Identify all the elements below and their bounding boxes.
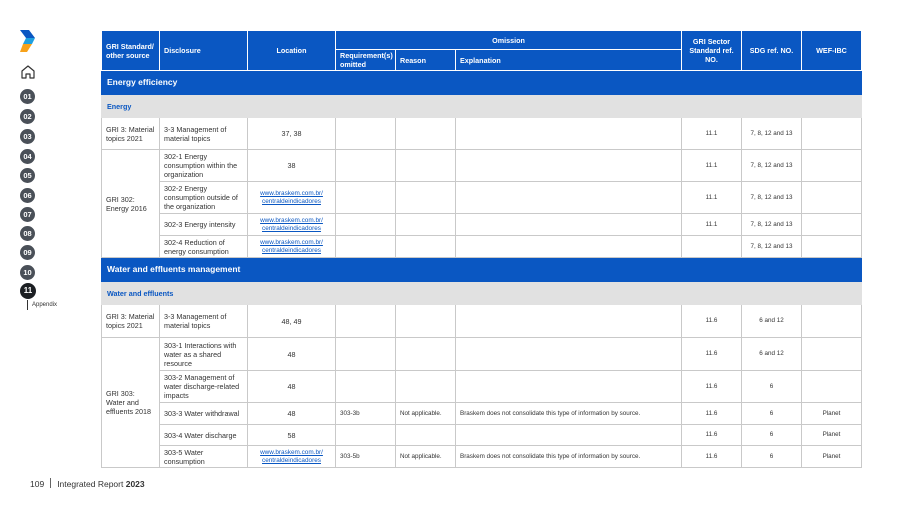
cell-disclosure: 302-3 Energy intensity [160, 214, 248, 236]
cell-sector: 11.6 [682, 403, 742, 425]
cell-wef: Planet [802, 425, 862, 446]
indicators-link[interactable]: www.braskem.com.br/ centraldeindicadores [248, 236, 336, 258]
nav-item-02[interactable]: 02 [20, 109, 35, 124]
nav-item-09[interactable]: 09 [20, 245, 35, 260]
active-section-label: Appendix [32, 302, 58, 308]
home-icon[interactable] [20, 64, 36, 80]
cell-disclosure: 303-5 Water consumption [160, 446, 248, 468]
table-row [102, 150, 862, 182]
cell-sdg: 6 [742, 425, 802, 446]
cell-explanation: Braskem does not consolidate this type of information by source. [456, 446, 682, 468]
table-row [102, 446, 862, 468]
cell-reason: Not applicable. [396, 446, 456, 468]
indicators-link[interactable]: www.braskem.com.br/ centraldeindicadores [248, 446, 336, 468]
cell-standard: GRI 3: Material topics 2021 [102, 305, 160, 338]
nav-item-06[interactable]: 06 [20, 188, 35, 203]
section-title: Energy efficiency [102, 71, 862, 95]
cell-sector: 11.6 [682, 338, 742, 371]
nav-item-05[interactable]: 05 [20, 168, 35, 183]
cell-location: 48 [248, 403, 336, 425]
indicators-link[interactable]: www.braskem.com.br/ centraldeindicadores [248, 214, 336, 236]
table-row [102, 403, 862, 425]
table-row [102, 338, 862, 371]
cell-sdg: 6 and 12 [742, 305, 802, 338]
cell-location: 58 [248, 425, 336, 446]
nav-item-10[interactable]: 10 [20, 265, 35, 280]
cell-disclosure: 3-3 Management of material topics [160, 305, 248, 338]
cell-sdg: 6 [742, 446, 802, 468]
cell-sector: 11.1 [682, 214, 742, 236]
cell-reason: Not applicable. [396, 403, 456, 425]
cell-sector: 11.1 [682, 118, 742, 150]
page-number: 109 [30, 479, 45, 489]
table-row [102, 305, 862, 338]
cell-sector: 11.6 [682, 425, 742, 446]
header-requirements: Requirement(s) omitted [336, 50, 396, 71]
cell-sector: 11.1 [682, 182, 742, 214]
cell-disclosure: 303-2 Management of water discharge-related impacts [160, 371, 248, 403]
cell-location: 48 [248, 371, 336, 403]
header-omission: Omission [336, 31, 682, 50]
header-explanation: Explanation [456, 50, 682, 71]
header-reason: Reason [396, 50, 456, 71]
cell-sdg: 7, 8, 12 and 13 [742, 236, 802, 258]
cell-sector: 11.6 [682, 371, 742, 403]
report-name: Integrated Report [57, 479, 124, 489]
cell-location: 48, 49 [248, 305, 336, 338]
nav-item-11[interactable]: 11 [20, 283, 36, 299]
gri-content-index-table [101, 30, 862, 468]
cell-wef: Planet [802, 403, 862, 425]
cell-location: 38 [248, 150, 336, 182]
subsection-title: Energy [102, 95, 862, 118]
braskem-logo [20, 30, 38, 52]
cell-standard: GRI 302: Energy 2016 [102, 150, 160, 258]
cell-sector: 11.6 [682, 446, 742, 468]
nav-item-03[interactable]: 03 [20, 129, 35, 144]
table-row [102, 214, 862, 236]
header-wef-ibc: WEF-IBC [802, 31, 862, 71]
cell-disclosure: 302-4 Reduction of energy consumption [160, 236, 248, 258]
nav-item-01[interactable]: 01 [20, 89, 35, 104]
cell-sdg: 6 [742, 403, 802, 425]
table-row [102, 425, 862, 446]
cell-requirement: 303-5b [336, 446, 396, 468]
cell-sdg: 6 and 12 [742, 338, 802, 371]
cell-wef: Planet [802, 446, 862, 468]
cell-sdg: 7, 8, 12 and 13 [742, 150, 802, 182]
cell-location: 37, 38 [248, 118, 336, 150]
cell-sector [682, 236, 742, 258]
nav-item-07[interactable]: 07 [20, 207, 35, 222]
cell-disclosure: 3-3 Management of material topics [160, 118, 248, 150]
active-indicator [27, 300, 28, 310]
report-year: 2023 [125, 479, 145, 489]
cell-standard: GRI 3: Material topics 2021 [102, 118, 160, 150]
section-title: Water and effluents management [102, 258, 862, 282]
header-sdg: SDG ref. NO. [742, 31, 802, 71]
cell-disclosure: 303-3 Water withdrawal [160, 403, 248, 425]
header-standard: GRI Standard/ other source [102, 31, 160, 71]
cell-sdg: 7, 8, 12 and 13 [742, 118, 802, 150]
nav-item-08[interactable]: 08 [20, 226, 35, 241]
cell-sdg: 6 [742, 371, 802, 403]
cell-standard: GRI 303: Water and effluents 2018 [102, 338, 160, 468]
cell-sector: 11.6 [682, 305, 742, 338]
subsection-title: Water and effluents [102, 282, 862, 305]
cell-sdg: 7, 8, 12 and 13 [742, 182, 802, 214]
table-row [102, 371, 862, 403]
table-row [102, 182, 862, 214]
indicators-link[interactable]: www.braskem.com.br/ centraldeindicadores [248, 182, 336, 214]
cell-disclosure: 303-4 Water discharge [160, 425, 248, 446]
cell-explanation: Braskem does not consolidate this type of information by source. [456, 403, 682, 425]
table-row [102, 118, 862, 150]
cell-disclosure: 302-2 Energy consumption outside of the organization [160, 182, 248, 214]
cell-sdg: 7, 8, 12 and 13 [742, 214, 802, 236]
table-row [102, 236, 862, 258]
cell-location: 48 [248, 338, 336, 371]
nav-item-04[interactable]: 04 [20, 149, 35, 164]
header-sector-standard: GRI Sector Standard ref. NO. [682, 31, 742, 71]
cell-sector: 11.1 [682, 150, 742, 182]
cell-requirement: 303-3b [336, 403, 396, 425]
cell-disclosure: 303-1 Interactions with water as a shared resource [160, 338, 248, 371]
header-disclosure: Disclosure [160, 31, 248, 71]
cell-disclosure: 302-1 Energy consumption within the organization [160, 150, 248, 182]
header-location: Location [248, 31, 336, 71]
footer-divider [50, 478, 51, 488]
page-footer [30, 478, 145, 489]
